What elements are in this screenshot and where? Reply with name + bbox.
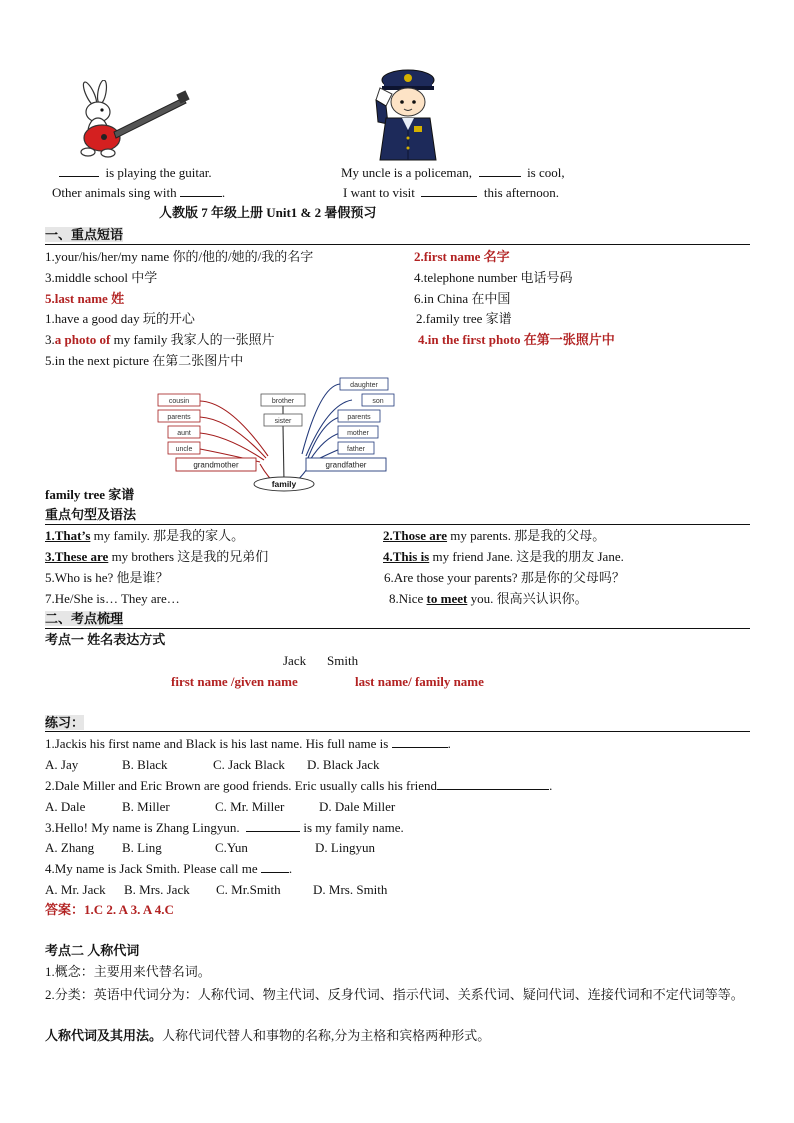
phrase-6: 6.in China 在中国 bbox=[414, 291, 511, 306]
tree-label-sister: sister bbox=[274, 418, 292, 425]
name-example-last: Smith bbox=[327, 653, 359, 668]
question-2: 2.Dale Miller and Eric Brown are good friends. Eric usually calls his friend . bbox=[45, 778, 553, 793]
sentence-5: 5.Who is he? 他是谁？ bbox=[45, 570, 169, 585]
tree-label-son: son bbox=[372, 398, 384, 405]
first-name-label: first name /given name bbox=[171, 674, 298, 689]
tree-label-cousin: cousin bbox=[168, 398, 190, 405]
section-rule bbox=[45, 244, 750, 245]
sentence-7: 7.He/She is… They are… bbox=[45, 591, 180, 606]
sentence-2: 2.Those are my parents. 那是我的父母。 bbox=[383, 528, 606, 543]
point-2-title: 考点二 人称代词 bbox=[45, 943, 140, 958]
tree-label-parents-left: parents bbox=[167, 414, 191, 421]
question-1-option-d: D. Black Jack bbox=[307, 757, 380, 772]
phrase-4: 4.telephone number 电话号码 bbox=[414, 270, 573, 285]
document-title: 人教版 7 年级上册 Unit1 & 2 暑假预习 bbox=[159, 205, 377, 220]
question-2-option-c: C. Mr. Miller bbox=[215, 799, 285, 814]
sentence-3: 3.These are my brothers 这是我的兄弟们 bbox=[45, 549, 269, 564]
policeman-illustration bbox=[366, 62, 448, 162]
question-1: 1.Jackis his first name and Black is his last name. His full name is . bbox=[45, 736, 451, 751]
phrase-9: 3.a photo of my family 我家人的一张照片 bbox=[45, 332, 275, 347]
question-4-option-c: C. Mr.Smith bbox=[216, 882, 281, 897]
section-rule bbox=[45, 628, 750, 629]
sentence-4: 4.This is my friend Jane. 这是我的朋友 Jane. bbox=[383, 549, 624, 564]
sentence-6: 6.Are those your parents? 那是你的父母吗？ bbox=[384, 570, 625, 585]
caption-line-2-left: Other animals sing with . bbox=[52, 185, 226, 200]
personal-pronoun-line: 人称代词及其用法。人称代词代替人和事物的名称,分为主格和宾格两种形式。 bbox=[45, 1028, 491, 1043]
question-4: 4.My name is Jack Smith. Please call me . bbox=[45, 861, 293, 876]
tree-label-brother: brother bbox=[271, 398, 295, 405]
question-4-option-b: B. Mrs. Jack bbox=[124, 882, 190, 897]
tree-label-father: father bbox=[347, 446, 365, 453]
phrase-1: 1.your/his/her/my name 你的/他的/她的/我的名字 bbox=[45, 249, 314, 264]
family-tree-label: family tree 家谱 bbox=[45, 487, 135, 502]
family-tree-diagram bbox=[150, 374, 420, 494]
tree-right-labels bbox=[306, 378, 394, 471]
tree-label-mother: mother bbox=[347, 430, 369, 437]
question-2-option-d: D. Dale Miller bbox=[319, 799, 396, 814]
section-heading-phrases: 一、重点短语 bbox=[45, 227, 124, 242]
question-1-option-a: A. Jay bbox=[45, 757, 79, 772]
phrase-10: 4.in the first photo 在第一张照片中 bbox=[418, 332, 615, 347]
question-3-option-b: B. Ling bbox=[122, 840, 162, 855]
tree-left-labels bbox=[158, 394, 256, 471]
tree-label-uncle: uncle bbox=[175, 446, 193, 453]
caption-line-1-right: My uncle is a policeman, is cool, bbox=[341, 165, 565, 180]
tree-label-parents-right: parents bbox=[347, 414, 371, 421]
phrase-8: 2.family tree 家谱 bbox=[416, 311, 512, 326]
classification-paragraph: 2.分类：英语中代词分为：人称代词、物主代词、反身代词、指示代词、关系代词、疑问代词、连接代词和不定代词等等。 bbox=[45, 987, 744, 1002]
tree-label-aunt: aunt bbox=[177, 430, 191, 437]
question-3-option-d: D. Lingyun bbox=[315, 840, 375, 855]
phrase-3: 3.middle school 中学 bbox=[45, 270, 158, 285]
phrase-2: 2.first name 名字 bbox=[414, 249, 510, 264]
name-example-first: Jack bbox=[283, 653, 307, 668]
tree-label-daughter: daughter bbox=[350, 382, 378, 389]
question-4-option-a: A. Mr. Jack bbox=[45, 882, 106, 897]
caption-line-1-left: is playing the guitar. bbox=[59, 164, 212, 182]
question-3-option-a: A. Zhang bbox=[45, 840, 95, 855]
last-name-label: last name/ family name bbox=[355, 674, 484, 689]
phrase-5: 5.last name 姓 bbox=[45, 291, 125, 306]
caption-line-2-right: I want to visit this afternoon. bbox=[343, 185, 559, 200]
answer-key: 答案：1.C 2. A 3. A 4.C bbox=[45, 902, 174, 917]
section-heading-sentences: 重点句型及语法 bbox=[45, 507, 137, 522]
section-heading-points: 二、考点梳理 bbox=[45, 611, 124, 626]
question-1-option-c: C. Jack Black bbox=[213, 757, 285, 772]
exercise-label: 练习： bbox=[45, 715, 85, 730]
question-2-option-b: B. Miller bbox=[122, 799, 170, 814]
tree-label-grandfather: grandfather bbox=[325, 460, 367, 470]
question-4-option-d: D. Mrs. Smith bbox=[313, 882, 388, 897]
sentence-8: 8.Nice to meet you. 很高兴认识你。 bbox=[389, 591, 588, 606]
rabbit-guitar-illustration bbox=[68, 80, 193, 158]
question-2-option-a: A. Dale bbox=[45, 799, 86, 814]
point-1-title: 考点一 姓名表达方式 bbox=[45, 632, 166, 647]
phrase-7: 1.have a good day 玩的开心 bbox=[45, 311, 195, 326]
tree-label-family: family bbox=[271, 479, 297, 489]
question-3: 3.Hello! My name is Zhang Lingyun. is my family name. bbox=[45, 820, 404, 835]
question-1-option-b: B. Black bbox=[122, 757, 168, 772]
section-rule bbox=[45, 731, 750, 732]
concept-line: 1.概念：主要用来代替名词。 bbox=[45, 964, 211, 979]
tree-label-grandmother: grandmother bbox=[193, 460, 239, 470]
question-3-option-c: C.Yun bbox=[215, 840, 248, 855]
section-rule bbox=[45, 524, 750, 525]
sentence-1: 1.That’s my family. 那是我的家人。 bbox=[45, 528, 245, 543]
phrase-11: 5.in the next picture 在第二张图片中 bbox=[45, 353, 244, 368]
